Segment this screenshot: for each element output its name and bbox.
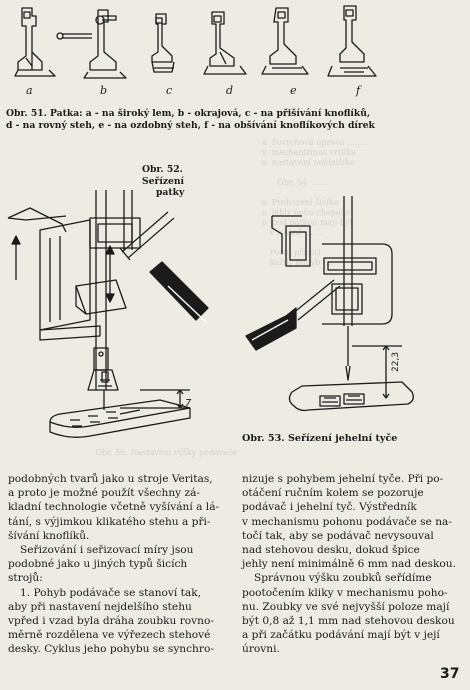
right-line-4: v mechanismu pohonu podávače se na-: [242, 515, 452, 528]
right-line-1: nizuje s pohybem jehelní tyče. Při po-: [242, 473, 444, 485]
figure-51-label-f: f: [356, 84, 361, 97]
figure-52-caption-line3: patky: [156, 187, 185, 198]
left-line-2: a proto je možné použít všechny zá-: [8, 487, 200, 500]
left-line-8: strojů:: [8, 572, 43, 585]
right-line-9: pootočením kliky v mechanismu poho-: [242, 586, 448, 599]
presser-foot-f: [328, 6, 376, 76]
right-line-11: být 0,8 až 1,1 mm nad stehovou deskou: [242, 615, 455, 628]
figure-52-illustration: [0, 190, 235, 452]
figure-51-label-c: c: [166, 84, 173, 97]
presser-foot-a: [15, 8, 55, 76]
left-line-5: šívání knoflíků.: [8, 529, 90, 542]
bleed-through-text-bottom: Obr. 56. Nastavení výšky podávače: [70, 448, 238, 457]
right-line-13: úrovni.: [242, 643, 280, 656]
right-line-3: podávač i jehelní tyč. Výstředník: [242, 501, 417, 514]
figure-51-caption-line2: d - na rovný steh, e - na ozdobný steh, f - na obšívání knoflíkových dírek: [6, 120, 375, 131]
right-line-7: jehly není minimálně 6 mm nad deskou.: [242, 558, 456, 571]
left-line-13: desky. Cyklus jeho pohybu se synchro-: [8, 643, 214, 656]
left-line-3: kladní technologie včetně vyšívání a lá-: [8, 501, 220, 514]
figure-52-caption-line2: Seřízení: [142, 175, 185, 187]
right-line-5: točí tak, aby se podávač nevysouval: [242, 529, 434, 542]
bleed-through-text: a Povrchová úprava ........ v mechanizmus vrtilka a nastavení nejdelšího Obr. 54 ...... a Prohození šicího o jehly nebo chapače o pod patkou mají být v rovině ....... Pozn. při šití každý pohyb ....: [262, 138, 368, 267]
figure-51-label-d: d: [226, 84, 234, 97]
right-line-8: Správnou výšku zoubků seřídíme: [254, 572, 432, 585]
left-line-7: podobné jako u jiných typů šicích: [8, 558, 188, 571]
figure-51-caption-line1: Obr. 51. Patka: a - na široký lem, b - okrajová, c - na přišívání knoflíků,: [6, 108, 371, 119]
left-column: [8, 472, 228, 657]
left-line-11: vpřed i vzad byla dráha zoubku rovno-: [8, 615, 214, 628]
figure-51-label-a: a: [26, 84, 33, 97]
figure-52-caption-line1: Obr. 52.: [142, 164, 183, 175]
figure-53-dimension: 22,3: [391, 351, 401, 372]
figure-51-caption: [6, 108, 466, 132]
presser-foot-b: [57, 10, 126, 78]
left-line-9: 1. Pohyb podávače se stanoví tak,: [20, 586, 202, 599]
left-line-10: aby při nastavení nejdelšího stehu: [8, 600, 192, 613]
left-line-6: Seřizování i seřizovací míry jsou: [20, 544, 194, 557]
figure-53-caption: Obr. 53. Seřízení jehelní tyče: [242, 433, 398, 444]
right-line-10: nu. Zoubky ve své nejvyšší poloze mají: [242, 600, 450, 613]
presser-foot-d: [204, 12, 246, 74]
figure-51-label-b: b: [100, 84, 108, 97]
left-line-1: podobných tvarů jako u stroje Veritas,: [8, 473, 213, 485]
figure-51-label-e: e: [290, 84, 297, 97]
right-line-6: nad stehovou desku, dokud špice: [242, 544, 420, 557]
right-line-12: a při začátku podávání mají být v její: [242, 629, 440, 642]
right-line-2: otáčení ručním kolem se pozoruje: [242, 487, 424, 500]
presser-foot-e: [262, 8, 308, 74]
left-line-4: tání, s výjimkou klikatého stehu a při-: [8, 515, 211, 528]
presser-foot-c: [152, 14, 174, 72]
left-line-12: měrně rozdělena ve výřezech stehové: [8, 629, 211, 642]
figure-51-presser-feet: [0, 0, 470, 100]
figure-53-illustration: [236, 196, 470, 426]
right-column: [242, 472, 464, 657]
figure-52-dimension: 7: [185, 398, 192, 409]
page-number: 37: [440, 666, 460, 682]
